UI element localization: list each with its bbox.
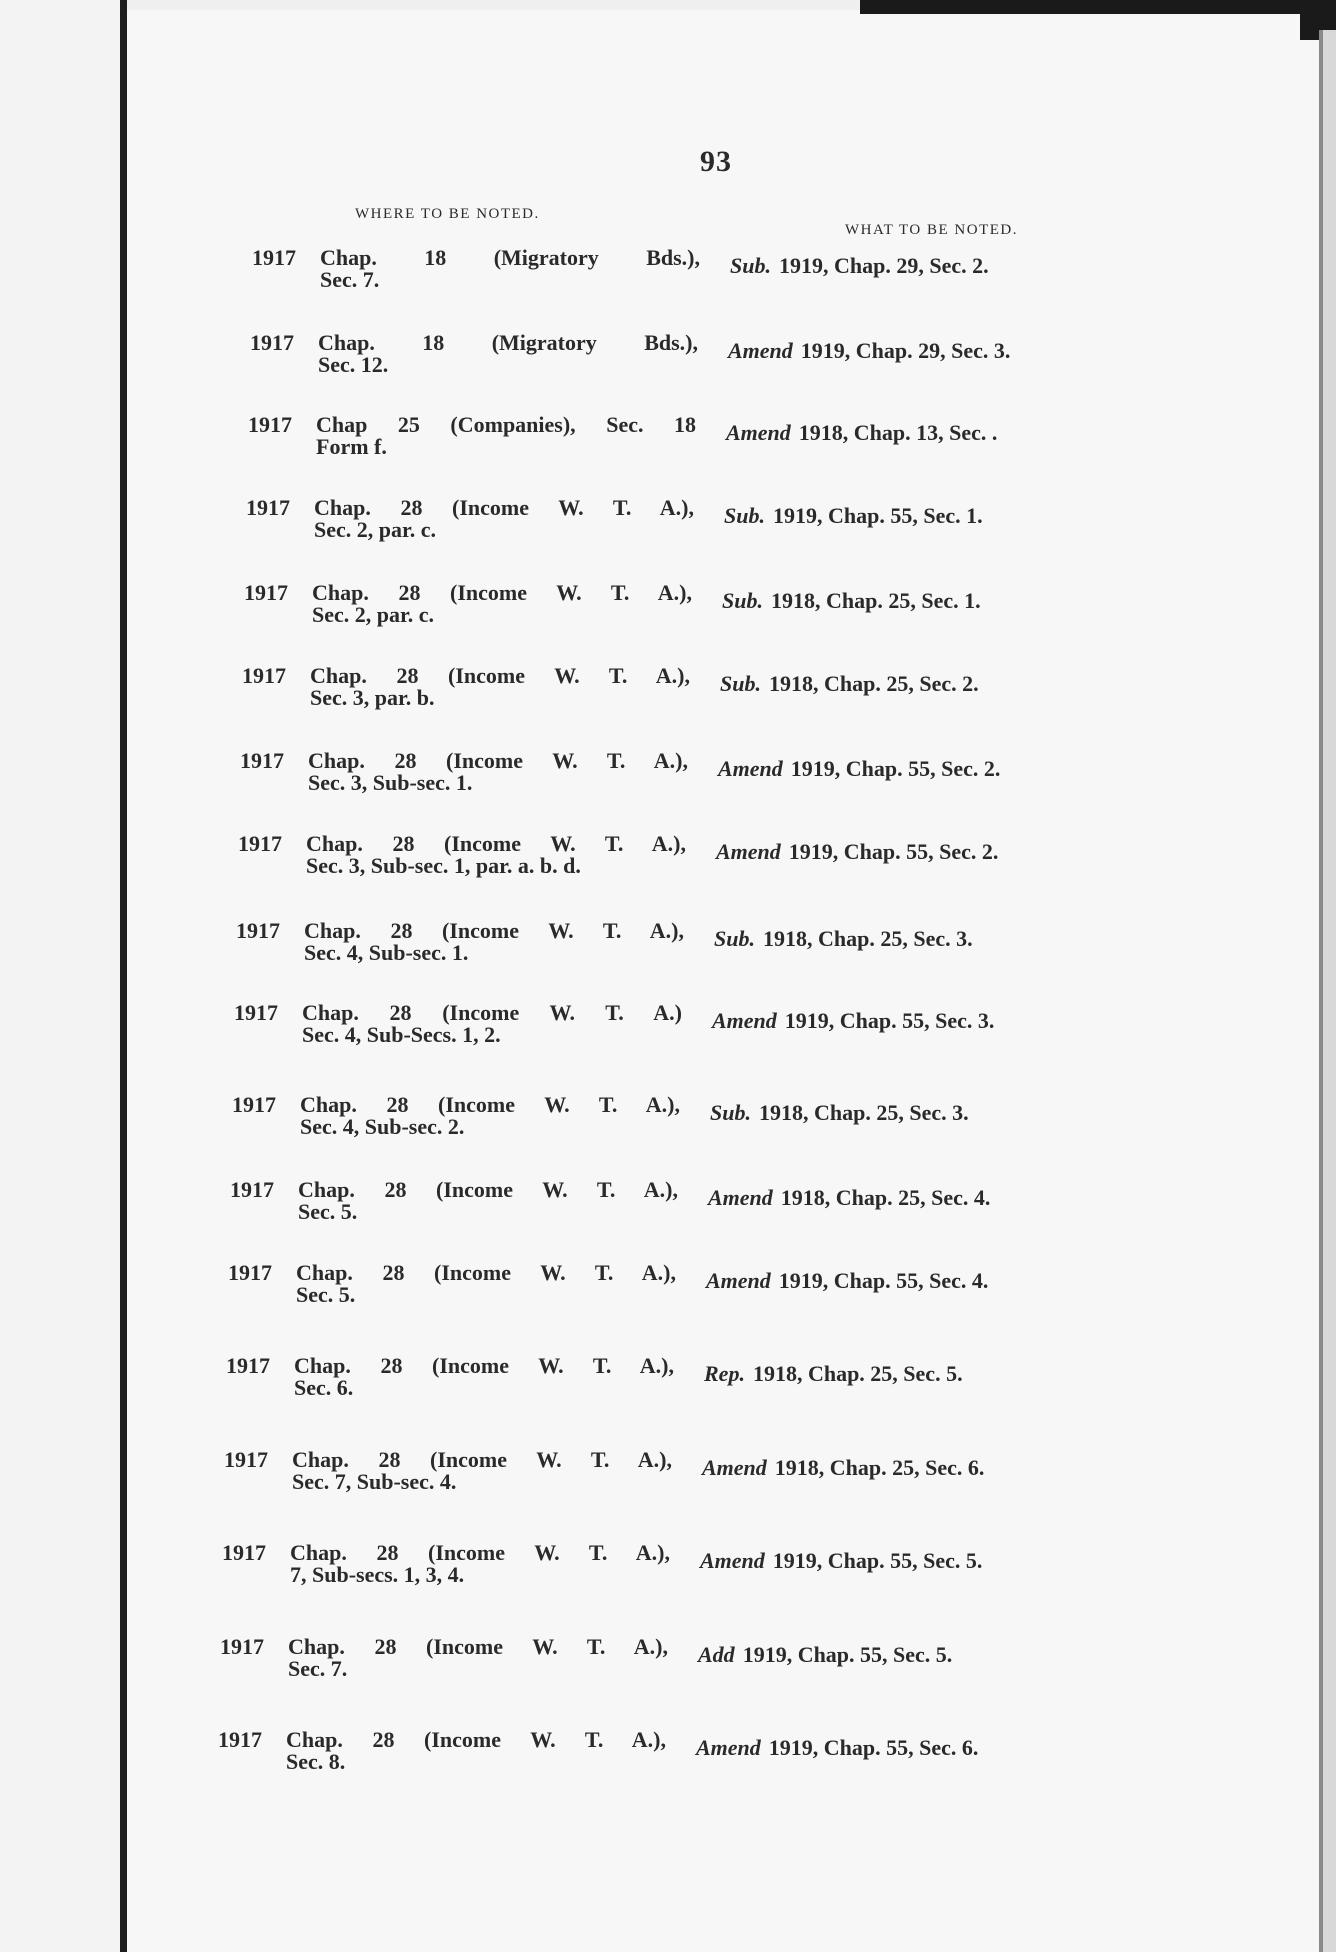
entry-what — [720, 671, 979, 697]
entry-where-line1: Chap 25 (Companies), Sec. 18 — [316, 412, 696, 437]
entry-where-line1: Chap. 28 (Income W. T. A.), — [300, 1092, 680, 1117]
entry-where-line2: Sec. 2, par. c. — [312, 602, 435, 627]
entry-where-line2: Sec. 8. — [286, 1749, 346, 1774]
entry-reference: 1918, Chap. 25, Sec. 2. — [768, 671, 979, 696]
entry-year: 1917 — [222, 1540, 266, 1565]
entry-where-line2: Sec. 4, Sub-sec. 1. — [304, 940, 469, 965]
amendment-entry — [238, 831, 1178, 895]
entry-what — [696, 1735, 978, 1761]
entry-year: 1917 — [226, 1353, 270, 1378]
entry-where-line2: Sec. 4, Sub-Secs. 1, 2. — [302, 1022, 501, 1047]
entry-action: Amend — [702, 1455, 767, 1480]
entry-action: Amend — [708, 1185, 773, 1210]
entry-where-line1: Chap. 28 (Income W. T. A.), — [310, 663, 690, 688]
entry-what — [712, 1008, 994, 1034]
amendment-entry — [218, 1727, 1158, 1791]
entry-what — [730, 253, 989, 279]
page-binding-edge — [120, 0, 127, 1952]
entry-where-line2: Sec. 3, Sub-sec. 1, par. a. b. d. — [306, 853, 581, 878]
entry-what — [728, 338, 1010, 364]
entry-reference: 1919, Chap. 55, Sec. 3. — [784, 1008, 995, 1033]
entry-where-line2: 7, Sub-secs. 1, 3, 4. — [290, 1562, 465, 1587]
entry-year: 1917 — [220, 1634, 264, 1659]
entry-action: Amend — [726, 420, 791, 445]
entry-where-line2: Sec. 4, Sub-sec. 2. — [300, 1114, 465, 1139]
scan-top-shadow — [860, 0, 1336, 14]
entry-reference: 1919, Chap. 55, Sec. 6. — [768, 1735, 979, 1760]
entry-reference: 1919, Chap. 55, Sec. 5. — [772, 1548, 983, 1573]
entry-reference: 1918, Chap. 25, Sec. 3. — [758, 1100, 969, 1125]
entry-year: 1917 — [242, 663, 286, 688]
entry-action: Amend — [716, 839, 781, 864]
entry-reference: 1918, Chap. 13, Sec. . — [798, 420, 998, 445]
entry-reference: 1919, Chap. 55, Sec. 2. — [788, 839, 999, 864]
amendment-entry — [250, 330, 1190, 394]
entry-where-line1: Chap. 28 (Income W. T. A.), — [288, 1634, 668, 1659]
amendment-entry — [242, 663, 1182, 727]
entry-what — [698, 1642, 952, 1668]
entry-what — [724, 503, 983, 529]
amendment-entry — [244, 580, 1184, 644]
entry-year: 1917 — [252, 245, 296, 270]
entry-reference: 1919, Chap. 55, Sec. 1. — [772, 503, 983, 528]
amendment-entry — [220, 1634, 1160, 1698]
entry-where-line1: Chap. 28 (Income W. T. A.), — [306, 831, 686, 856]
entry-where-line2: Sec. 3, par. b. — [310, 685, 435, 710]
entry-action: Sub. — [724, 503, 765, 528]
entry-year: 1917 — [228, 1260, 272, 1285]
entry-where-line1: Chap. 18 (Migratory Bds.), — [318, 330, 698, 355]
entry-where-line2: Form f. — [316, 434, 387, 459]
entry-reference: 1918, Chap. 25, Sec. 3. — [762, 926, 973, 951]
entry-year: 1917 — [244, 580, 288, 605]
entry-action: Amend — [706, 1268, 771, 1293]
entry-where-line2: Sec. 7. — [288, 1656, 348, 1681]
entry-where-line1: Chap. 28 (Income W. T. A.), — [290, 1540, 670, 1565]
entry-action: Amend — [718, 756, 783, 781]
entry-where-line1: Chap. 18 (Migratory Bds.), — [320, 245, 700, 270]
entry-reference: 1919, Chap. 29, Sec. 2. — [778, 253, 989, 278]
column-header-what: WHAT TO BE NOTED. — [845, 222, 1018, 238]
entry-year: 1917 — [240, 748, 284, 773]
entry-action: Sub. — [720, 671, 761, 696]
entry-reference: 1918, Chap. 25, Sec. 5. — [752, 1361, 963, 1386]
entry-reference: 1919, Chap. 29, Sec. 3. — [800, 338, 1011, 363]
amendment-entry — [240, 748, 1180, 812]
entry-what — [706, 1268, 988, 1294]
entry-where-line2: Sec. 7, Sub-sec. 4. — [292, 1469, 457, 1494]
entry-reference: 1918, Chap. 25, Sec. 4. — [780, 1185, 991, 1210]
entry-where-line1: Chap. 28 (Income W. T. A.) — [302, 1000, 682, 1025]
amendment-entry — [234, 1000, 1174, 1064]
entry-what — [722, 588, 981, 614]
entry-what — [714, 926, 973, 952]
entry-year: 1917 — [230, 1177, 274, 1202]
entry-where-line1: Chap. 28 (Income W. T. A.), — [294, 1353, 674, 1378]
entry-action: Amend — [712, 1008, 777, 1033]
entry-where-line1: Chap. 28 (Income W. T. A.), — [298, 1177, 678, 1202]
scan-right-margin — [1323, 30, 1336, 1952]
amendment-entry — [222, 1540, 1162, 1604]
entry-action: Amend — [728, 338, 793, 363]
entry-where-line1: Chap. 28 (Income W. T. A.), — [308, 748, 688, 773]
entry-year: 1917 — [248, 412, 292, 437]
entry-year: 1917 — [218, 1727, 262, 1752]
amendment-entry — [224, 1447, 1164, 1511]
entry-what — [718, 756, 1000, 782]
page-number: 93 — [700, 145, 732, 178]
entry-action: Sub. — [730, 253, 771, 278]
entry-where-line1: Chap. 28 (Income W. T. A.), — [314, 495, 694, 520]
entry-where-line2: Sec. 12. — [318, 352, 389, 377]
entry-where-line1: Chap. 28 (Income W. T. A.), — [292, 1447, 672, 1472]
entry-year: 1917 — [232, 1092, 276, 1117]
entry-what — [700, 1548, 982, 1574]
entry-year: 1917 — [234, 1000, 278, 1025]
entry-year: 1917 — [238, 831, 282, 856]
amendment-entry — [232, 1092, 1172, 1156]
entry-where-line1: Chap. 28 (Income W. T. A.), — [312, 580, 692, 605]
entry-where-line2: Sec. 3, Sub-sec. 1. — [308, 770, 473, 795]
entry-where-line1: Chap. 28 (Income W. T. A.), — [304, 918, 684, 943]
entry-where-line2: Sec. 7. — [320, 267, 380, 292]
entry-action: Add — [698, 1642, 735, 1667]
entry-reference: 1918, Chap. 25, Sec. 1. — [770, 588, 981, 613]
entry-action: Amend — [700, 1548, 765, 1573]
entry-year: 1917 — [250, 330, 294, 355]
amendment-entry — [248, 412, 1188, 476]
entry-where-line2: Sec. 5. — [296, 1282, 356, 1307]
entry-what — [710, 1100, 969, 1126]
entry-where-line1: Chap. 28 (Income W. T. A.), — [296, 1260, 676, 1285]
entry-year: 1917 — [224, 1447, 268, 1472]
amendment-entry — [252, 245, 1192, 309]
entry-where-line2: Sec. 2, par. c. — [314, 517, 437, 542]
entry-what — [702, 1455, 984, 1481]
entry-action: Rep. — [704, 1361, 745, 1386]
entry-action: Sub. — [710, 1100, 751, 1125]
entry-reference: 1919, Chap. 55, Sec. 2. — [790, 756, 1001, 781]
entry-reference: 1919, Chap. 55, Sec. 4. — [778, 1268, 989, 1293]
amendment-entry — [230, 1177, 1170, 1241]
entry-where-line2: Sec. 6. — [294, 1375, 354, 1400]
amendment-entry — [226, 1353, 1166, 1417]
entry-reference: 1918, Chap. 25, Sec. 6. — [774, 1455, 985, 1480]
entry-what — [716, 839, 998, 865]
entry-where-line2: Sec. 5. — [298, 1199, 358, 1224]
entry-what — [708, 1185, 990, 1211]
entry-what — [726, 420, 997, 446]
column-header-where: WHERE TO BE NOTED. — [355, 206, 540, 222]
entry-where-line1: Chap. 28 (Income W. T. A.), — [286, 1727, 666, 1752]
scan-left-margin — [0, 0, 122, 1952]
entry-what — [704, 1361, 963, 1387]
entry-year: 1917 — [236, 918, 280, 943]
entry-action: Sub. — [714, 926, 755, 951]
amendment-entry — [236, 918, 1176, 982]
entry-action: Amend — [696, 1735, 761, 1760]
entry-action: Sub. — [722, 588, 763, 613]
entry-year: 1917 — [246, 495, 290, 520]
amendment-entry — [246, 495, 1186, 559]
amendment-entry — [228, 1260, 1168, 1324]
entry-reference: 1919, Chap. 55, Sec. 5. — [742, 1642, 953, 1667]
